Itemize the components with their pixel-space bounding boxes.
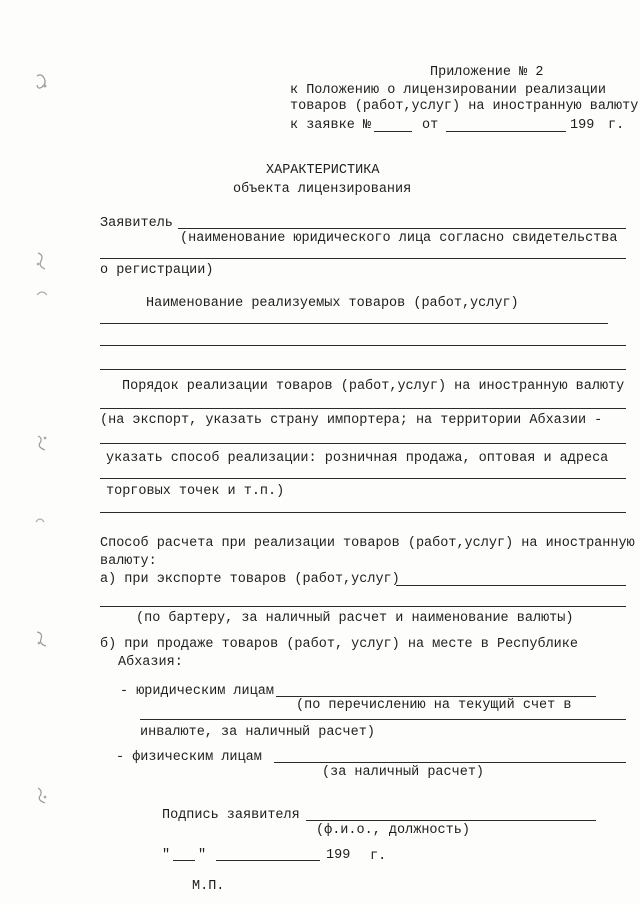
payment-export-field[interactable]: [396, 585, 626, 586]
legal-entities-field[interactable]: [276, 696, 596, 697]
signature-hint: (ф.и.о., должность): [316, 823, 470, 838]
signature-label: Подпись заявителя: [162, 808, 300, 823]
payment-local-label-1: б) при продаже товаров (работ, услуг) на месте в Республике: [100, 637, 578, 652]
regulation-line-1: к Положению о лицензировании реализации: [290, 83, 606, 98]
appendix-number: Приложение № 2: [430, 65, 544, 80]
document-title: ХАРАКТЕРИСТИКА: [266, 163, 380, 178]
goods-field-line-3[interactable]: [100, 369, 626, 370]
request-date-field[interactable]: [446, 131, 566, 132]
goods-field-line-2[interactable]: [100, 345, 626, 346]
applicant-field[interactable]: [178, 228, 626, 229]
margin-smudge: [32, 510, 48, 530]
request-date-label: от: [422, 118, 439, 133]
margin-smudge: [34, 285, 50, 305]
order-field-line-3[interactable]: [100, 478, 626, 479]
legal-entities-hint-1: (по перечислению на текущий счет в: [296, 698, 572, 713]
payment-local-label-2: Абхазия:: [118, 655, 183, 670]
date-day-field[interactable]: [173, 860, 195, 861]
date-month-field[interactable]: [216, 860, 320, 861]
signature-field[interactable]: [306, 820, 596, 821]
date-quote-open: ": [162, 848, 171, 863]
request-year: 199: [570, 118, 595, 133]
request-year-suffix: г.: [608, 118, 625, 133]
margin-smudge: [34, 432, 50, 452]
order-field-line-2[interactable]: [100, 443, 626, 444]
goods-field-line-1[interactable]: [100, 323, 608, 324]
document-subtitle: объекта лицензирования: [233, 182, 412, 197]
payment-export-label: а) при экспорте товаров (работ,услуг): [100, 572, 400, 587]
applicant-label: Заявитель: [100, 216, 173, 231]
applicant-field-line-2[interactable]: [100, 258, 626, 259]
order-field-line-1[interactable]: [100, 408, 626, 409]
margin-smudge: [34, 72, 50, 92]
margin-smudge: [34, 250, 50, 270]
order-hint-3: торговых точек и т.п.): [106, 484, 285, 499]
payment-label-1: Способ расчета при реализации товаров (работ,услуг) на иностранную: [100, 536, 635, 551]
legal-entities-label: - юридическим лицам: [120, 684, 274, 699]
margin-smudge: [34, 785, 50, 805]
applicant-hint-1: (наименование юридического лица согласно свидетельства: [180, 231, 618, 246]
individuals-field[interactable]: [274, 762, 626, 763]
signature-year: 199: [326, 848, 351, 863]
signature-year-suffix: г.: [370, 849, 387, 864]
order-hint-1: (на экспорт, указать страну импортера; на территории Абхазии -: [100, 413, 603, 428]
payment-label-2: валюту:: [100, 554, 157, 569]
payment-export-hint: (по бартеру, за наличный расчет и наименование валюты): [136, 611, 574, 626]
margin-smudge: [34, 628, 50, 648]
individuals-hint: (за наличный расчет): [322, 765, 485, 780]
payment-export-field-line-2[interactable]: [100, 606, 626, 607]
date-quote-close: ": [198, 848, 207, 863]
order-hint-2: указать способ реализации: розничная продажа, оптовая и адреса: [106, 451, 609, 466]
legal-entities-hint-2: инвалюте, за наличный расчет): [140, 725, 375, 740]
stamp-place: М.П.: [192, 879, 225, 894]
order-field-line-4[interactable]: [100, 512, 626, 513]
regulation-line-2: товаров (работ,услуг) на иностранную валюту: [290, 99, 639, 114]
request-number-label: к заявке №: [290, 118, 372, 133]
goods-label: Наименование реализуемых товаров (работ,услуг): [146, 296, 519, 311]
order-label: Порядок реализации товаров (работ,услуг) на иностранную валюту: [122, 379, 625, 394]
legal-entities-field-line-2[interactable]: [140, 719, 626, 720]
individuals-label: - физическим лицам: [116, 750, 262, 765]
request-number-field[interactable]: [374, 131, 412, 132]
applicant-hint-2: о регистрации): [100, 263, 214, 278]
